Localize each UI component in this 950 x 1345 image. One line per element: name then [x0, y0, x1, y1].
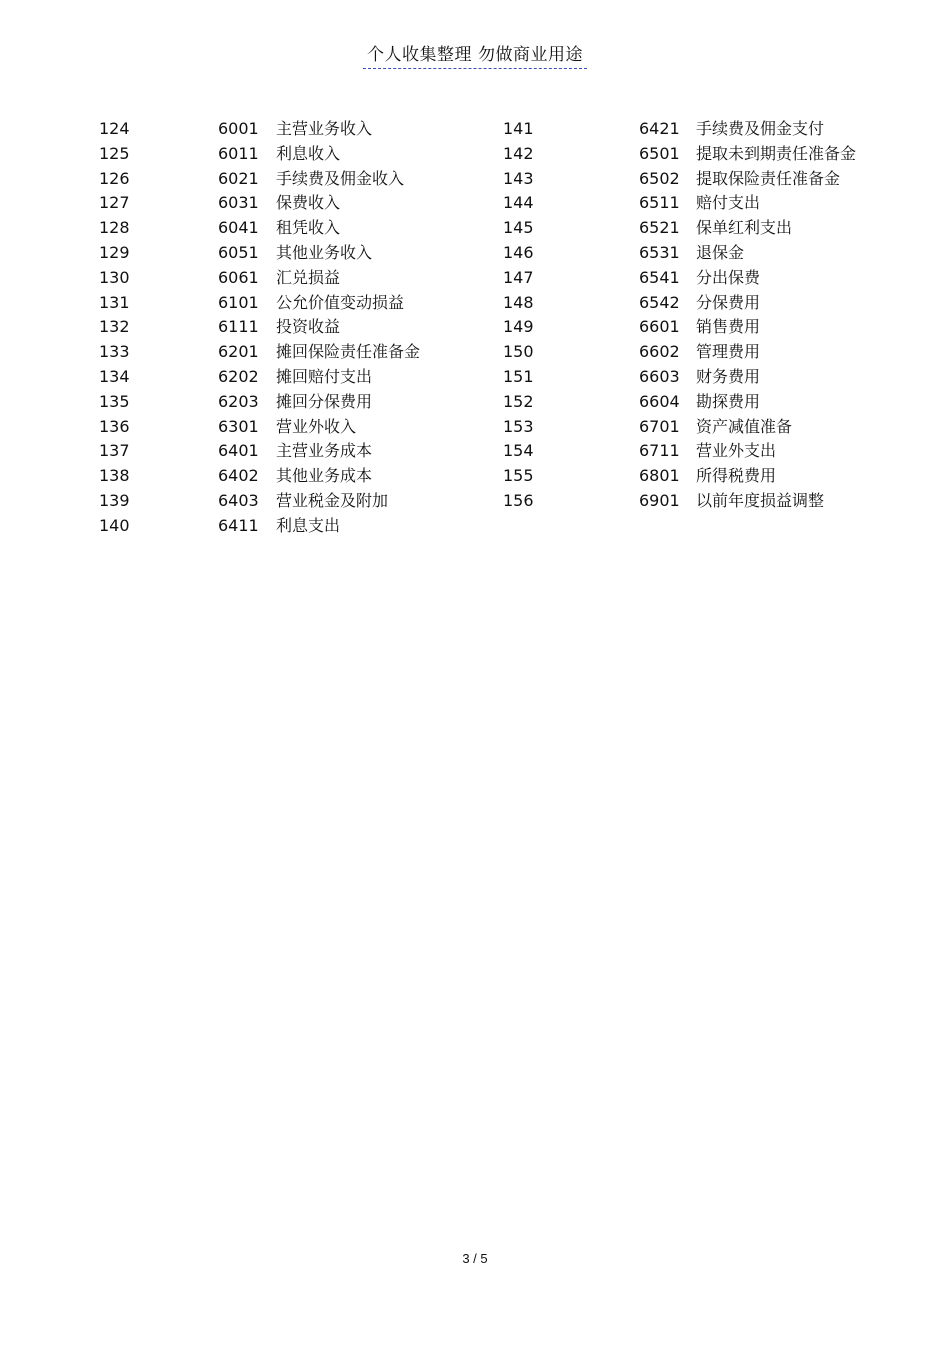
account-name-right: 提取未到期责任准备金 — [696, 143, 857, 163]
account-code-right: 6711 — [639, 441, 680, 461]
account-name-left: 手续费及佣金收入 — [276, 168, 405, 188]
page-header — [0, 40, 950, 69]
account-code-right: 6602 — [639, 342, 680, 362]
row-number-right: 145 — [503, 218, 534, 238]
row-number-left: 130 — [99, 267, 130, 287]
account-name-right: 分保费用 — [696, 292, 761, 312]
row-number-left: 129 — [99, 242, 130, 262]
account-name-left: 利息支出 — [276, 515, 341, 535]
account-name-right: 管理费用 — [696, 342, 761, 362]
row-number-left: 132 — [99, 317, 130, 337]
account-name-right: 以前年度损益调整 — [696, 490, 825, 510]
account-code-left: 6061 — [218, 267, 259, 287]
row-number-right: 144 — [503, 193, 534, 213]
table-row — [0, 439, 950, 464]
account-code-right: 6421 — [639, 119, 680, 138]
account-name-right: 保单红利支出 — [696, 218, 793, 238]
account-code-left: 6403 — [218, 490, 259, 510]
row-number-right: 147 — [503, 267, 534, 287]
table-row — [0, 415, 950, 440]
row-number-left: 124 — [99, 119, 130, 138]
table-row — [0, 216, 950, 241]
account-name-left: 摊回保险责任准备金 — [276, 342, 421, 362]
account-code-right: 6542 — [639, 292, 680, 312]
account-code-right: 6701 — [639, 416, 680, 436]
table-row — [0, 191, 950, 216]
row-number-left: 140 — [99, 515, 130, 535]
row-number-right: 150 — [503, 342, 534, 362]
table-row — [0, 315, 950, 340]
account-name-left: 营业税金及附加 — [276, 490, 389, 510]
row-number-right: 149 — [503, 317, 534, 337]
table-row — [0, 340, 950, 365]
account-code-left: 6001 — [218, 119, 259, 138]
row-number-right: 146 — [503, 242, 534, 262]
account-code-left: 6011 — [218, 143, 259, 163]
account-name-left: 其他业务成本 — [276, 466, 373, 486]
account-code-right: 6521 — [639, 218, 680, 238]
account-code-right: 6603 — [639, 366, 680, 386]
row-number-right: 154 — [503, 441, 534, 461]
account-name-left: 主营业务成本 — [276, 441, 373, 461]
account-name-left: 主营业务收入 — [276, 119, 373, 138]
account-name-right: 分出保费 — [696, 267, 761, 287]
table-row — [0, 291, 950, 316]
account-name-right: 销售费用 — [696, 317, 761, 337]
account-code-left: 6411 — [218, 515, 259, 535]
row-number-left: 131 — [99, 292, 130, 312]
row-number-left: 139 — [99, 490, 130, 510]
row-number-right: 156 — [503, 490, 534, 510]
row-number-left: 135 — [99, 391, 130, 411]
row-number-left: 127 — [99, 193, 130, 213]
account-name-left: 租凭收入 — [276, 218, 341, 238]
account-code-left: 6401 — [218, 441, 259, 461]
account-code-table — [0, 117, 950, 539]
table-row — [0, 365, 950, 390]
row-number-left: 136 — [99, 416, 130, 436]
table-row — [0, 266, 950, 291]
account-name-right: 勘探费用 — [696, 391, 761, 411]
account-code-left: 6201 — [218, 342, 259, 362]
row-number-left: 126 — [99, 168, 130, 188]
account-code-left: 6111 — [218, 317, 259, 337]
account-name-right: 赔付支出 — [696, 193, 761, 213]
page-number: 3 / 5 — [462, 1251, 488, 1266]
account-code-right: 6511 — [639, 193, 680, 213]
table-row — [0, 489, 950, 514]
account-code-left: 6301 — [218, 416, 259, 436]
row-number-right: 155 — [503, 466, 534, 486]
account-code-right: 6601 — [639, 317, 680, 337]
table-row — [0, 514, 950, 539]
account-code-left: 6031 — [218, 193, 259, 213]
account-code-left: 6402 — [218, 466, 259, 486]
table-row — [0, 117, 950, 142]
account-code-right: 6901 — [639, 490, 680, 510]
row-number-right: 153 — [503, 416, 534, 436]
row-number-right: 151 — [503, 366, 534, 386]
account-name-left: 营业外收入 — [276, 416, 357, 436]
account-name-left: 利息收入 — [276, 143, 341, 163]
account-name-right: 提取保险责任准备金 — [696, 168, 841, 188]
table-row — [0, 241, 950, 266]
account-name-left: 保费收入 — [276, 193, 341, 213]
account-code-right: 6604 — [639, 391, 680, 411]
account-name-left: 公允价值变动损益 — [276, 292, 405, 312]
account-name-right: 退保金 — [696, 242, 745, 262]
table-row — [0, 142, 950, 167]
account-code-right: 6502 — [639, 168, 680, 188]
account-name-left: 摊回分保费用 — [276, 391, 373, 411]
header-notice: 个人收集整理 勿做商业用途 — [363, 40, 587, 69]
account-code-right: 6801 — [639, 466, 680, 486]
row-number-left: 138 — [99, 466, 130, 486]
account-name-right: 所得税费用 — [696, 466, 777, 486]
account-name-right: 财务费用 — [696, 366, 761, 386]
account-name-left: 汇兑损益 — [276, 267, 341, 287]
row-number-left: 137 — [99, 441, 130, 461]
row-number-right: 143 — [503, 168, 534, 188]
table-row — [0, 167, 950, 192]
account-code-left: 6203 — [218, 391, 259, 411]
table-row — [0, 390, 950, 415]
account-code-left: 6041 — [218, 218, 259, 238]
row-number-right: 148 — [503, 292, 534, 312]
account-name-left: 投资收益 — [276, 317, 341, 337]
account-code-left: 6021 — [218, 168, 259, 188]
account-name-right: 手续费及佣金支付 — [696, 119, 825, 138]
account-code-left: 6051 — [218, 242, 259, 262]
row-number-left: 133 — [99, 342, 130, 362]
row-number-right: 152 — [503, 391, 534, 411]
row-number-left: 125 — [99, 143, 130, 163]
row-number-right: 142 — [503, 143, 534, 163]
row-number-right: 141 — [503, 119, 534, 138]
account-name-right: 营业外支出 — [696, 441, 777, 461]
account-code-right: 6531 — [639, 242, 680, 262]
account-name-left: 其他业务收入 — [276, 242, 373, 262]
account-code-left: 6101 — [218, 292, 259, 312]
row-number-left: 134 — [99, 366, 130, 386]
account-code-right: 6501 — [639, 143, 680, 163]
account-name-right: 资产减值准备 — [696, 416, 793, 436]
account-code-left: 6202 — [218, 366, 259, 386]
table-row — [0, 464, 950, 489]
account-code-right: 6541 — [639, 267, 680, 287]
row-number-left: 128 — [99, 218, 130, 238]
account-name-left: 摊回赔付支出 — [276, 366, 373, 386]
